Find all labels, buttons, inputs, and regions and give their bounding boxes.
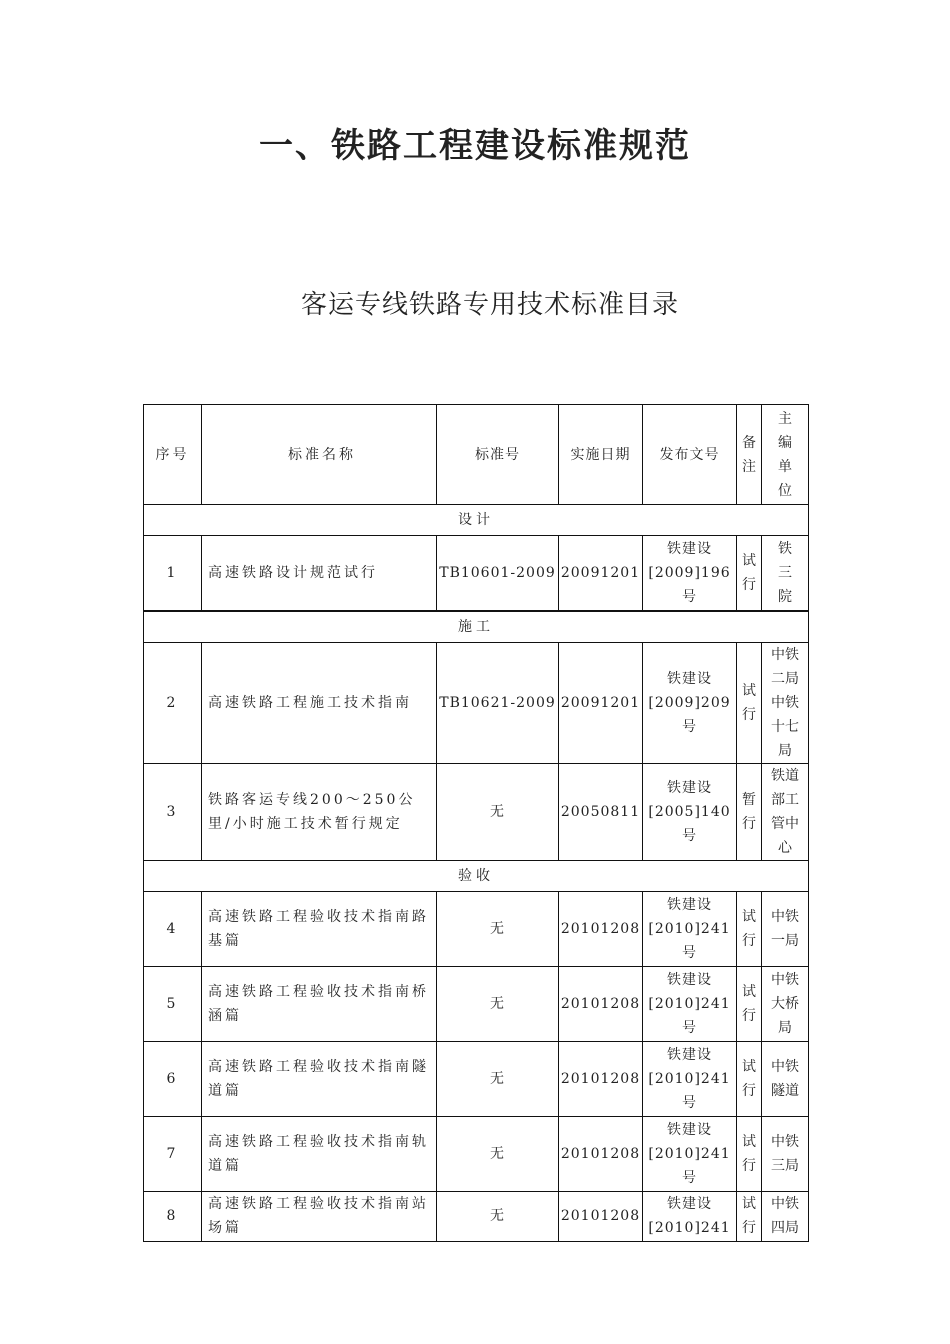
row-name: 高速铁路工程验收技术指南路基篇	[202, 891, 437, 966]
row-date: 20091201	[559, 642, 643, 763]
row-col6-text: 试行	[741, 682, 756, 723]
row-col6	[737, 536, 762, 611]
header-name: 标准名称	[202, 405, 437, 505]
row-doc: 铁建设[2010]241号	[643, 1041, 737, 1116]
header-col6	[737, 405, 762, 505]
header-date-text: 实施日期	[570, 446, 631, 463]
row-col7-text: 中铁隧道	[770, 1058, 799, 1099]
row-code: 无	[437, 891, 559, 966]
row-col7	[762, 1116, 809, 1191]
table-row	[144, 536, 809, 611]
row-col7-text: 中铁三局	[770, 1133, 799, 1174]
table-row	[144, 891, 809, 966]
header-date	[559, 405, 643, 505]
row-code: 无	[437, 1191, 559, 1241]
row-date: 20101208	[559, 1041, 643, 1116]
row-name: 高速铁路设计规范试行	[202, 536, 437, 611]
section-row	[144, 611, 809, 643]
row-col7	[762, 1191, 809, 1241]
row-date: 20101208	[559, 891, 643, 966]
row-col7	[762, 536, 809, 611]
header-col7-text: 主编单位	[777, 410, 792, 499]
row-col6	[737, 891, 762, 966]
row-no: 1	[144, 536, 202, 611]
page-title: 一、铁路工程建设标准规范	[259, 126, 691, 166]
row-date: 20050811	[559, 763, 643, 860]
header-no: 序号	[144, 405, 202, 505]
row-col7-text: 中铁大桥局	[770, 971, 799, 1036]
row-col6-text: 试行	[741, 1196, 756, 1236]
row-col7	[762, 891, 809, 966]
row-doc: 铁建设[2010]241号	[643, 966, 737, 1041]
row-name: 高速铁路工程验收技术指南隧道篇	[202, 1041, 437, 1116]
row-col7	[762, 763, 809, 860]
table-row	[144, 642, 809, 763]
row-col6	[737, 642, 762, 763]
header-doc: 发布文号	[643, 405, 737, 505]
row-no: 8	[144, 1191, 202, 1241]
table-row	[144, 763, 809, 860]
table-row	[144, 1191, 809, 1241]
row-date: 20101208	[559, 1116, 643, 1191]
row-date: 20101208	[559, 966, 643, 1041]
row-col6-text: 暂行	[741, 791, 756, 832]
row-col6-text: 试行	[741, 1058, 756, 1099]
section-row	[144, 860, 809, 891]
row-col6	[737, 1116, 762, 1191]
header-code: 标准号	[437, 405, 559, 505]
row-name: 高速铁路工程验收技术指南站场篇	[202, 1191, 437, 1241]
row-no: 3	[144, 763, 202, 860]
row-col6	[737, 1191, 762, 1241]
row-code: 无	[437, 966, 559, 1041]
standards-table	[143, 404, 809, 1242]
row-no: 4	[144, 891, 202, 966]
row-doc: 铁建设[2009]209号	[643, 642, 737, 763]
header-col6-text: 备注	[741, 434, 756, 475]
row-code: TB10621-2009	[437, 642, 559, 763]
row-col7	[762, 642, 809, 763]
row-no: 2	[144, 642, 202, 763]
row-code: 无	[437, 1041, 559, 1116]
row-col7-text: 铁道部工管中心	[770, 767, 799, 856]
section-row	[144, 505, 809, 536]
row-code: 无	[437, 1116, 559, 1191]
row-date: 20091201	[559, 536, 643, 611]
row-col6	[737, 966, 762, 1041]
row-col6	[737, 763, 762, 860]
row-code: 无	[437, 763, 559, 860]
row-name: 高速铁路工程验收技术指南桥涵篇	[202, 966, 437, 1041]
table-row	[144, 966, 809, 1041]
row-no: 7	[144, 1116, 202, 1191]
row-col6	[737, 1041, 762, 1116]
table-header-row	[144, 405, 809, 505]
row-doc: 铁建设[2009]196号	[643, 536, 737, 611]
row-doc: 铁建设[2010]241号	[643, 891, 737, 966]
row-doc: 铁建设[2010]241	[643, 1191, 737, 1241]
row-name: 高速铁路工程验收技术指南轨道篇	[202, 1116, 437, 1191]
table-row	[144, 1041, 809, 1116]
row-doc: 铁建设[2010]241号	[643, 1116, 737, 1191]
row-col6-text: 试行	[741, 1133, 756, 1174]
row-col6-text: 试行	[741, 983, 756, 1024]
header-col7	[762, 405, 809, 505]
row-no: 6	[144, 1041, 202, 1116]
section-label: 施工	[144, 611, 809, 643]
row-no: 5	[144, 966, 202, 1041]
row-col7	[762, 1041, 809, 1116]
row-col7-text: 中铁四局	[770, 1196, 799, 1236]
catalog-subtitle: 客运专线铁路专用技术标准目录	[300, 290, 679, 320]
row-code: TB10601-2009	[437, 536, 559, 611]
row-col7	[762, 966, 809, 1041]
row-col7-text: 中铁二局中铁十七局	[770, 646, 799, 759]
section-label: 设计	[144, 505, 809, 536]
row-col6-text: 试行	[741, 908, 756, 949]
row-date: 20101208	[559, 1191, 643, 1241]
row-name: 铁路客运专线200～250公里/小时施工技术暂行规定	[202, 763, 437, 860]
row-col7-text: 中铁一局	[770, 908, 799, 949]
table-row	[144, 1116, 809, 1191]
row-doc: 铁建设[2005]140号	[643, 763, 737, 860]
section-label: 验收	[144, 860, 809, 891]
row-col6-text: 试行	[741, 552, 756, 593]
row-col7-text: 铁三院	[777, 540, 792, 605]
row-name: 高速铁路工程施工技术指南	[202, 642, 437, 763]
